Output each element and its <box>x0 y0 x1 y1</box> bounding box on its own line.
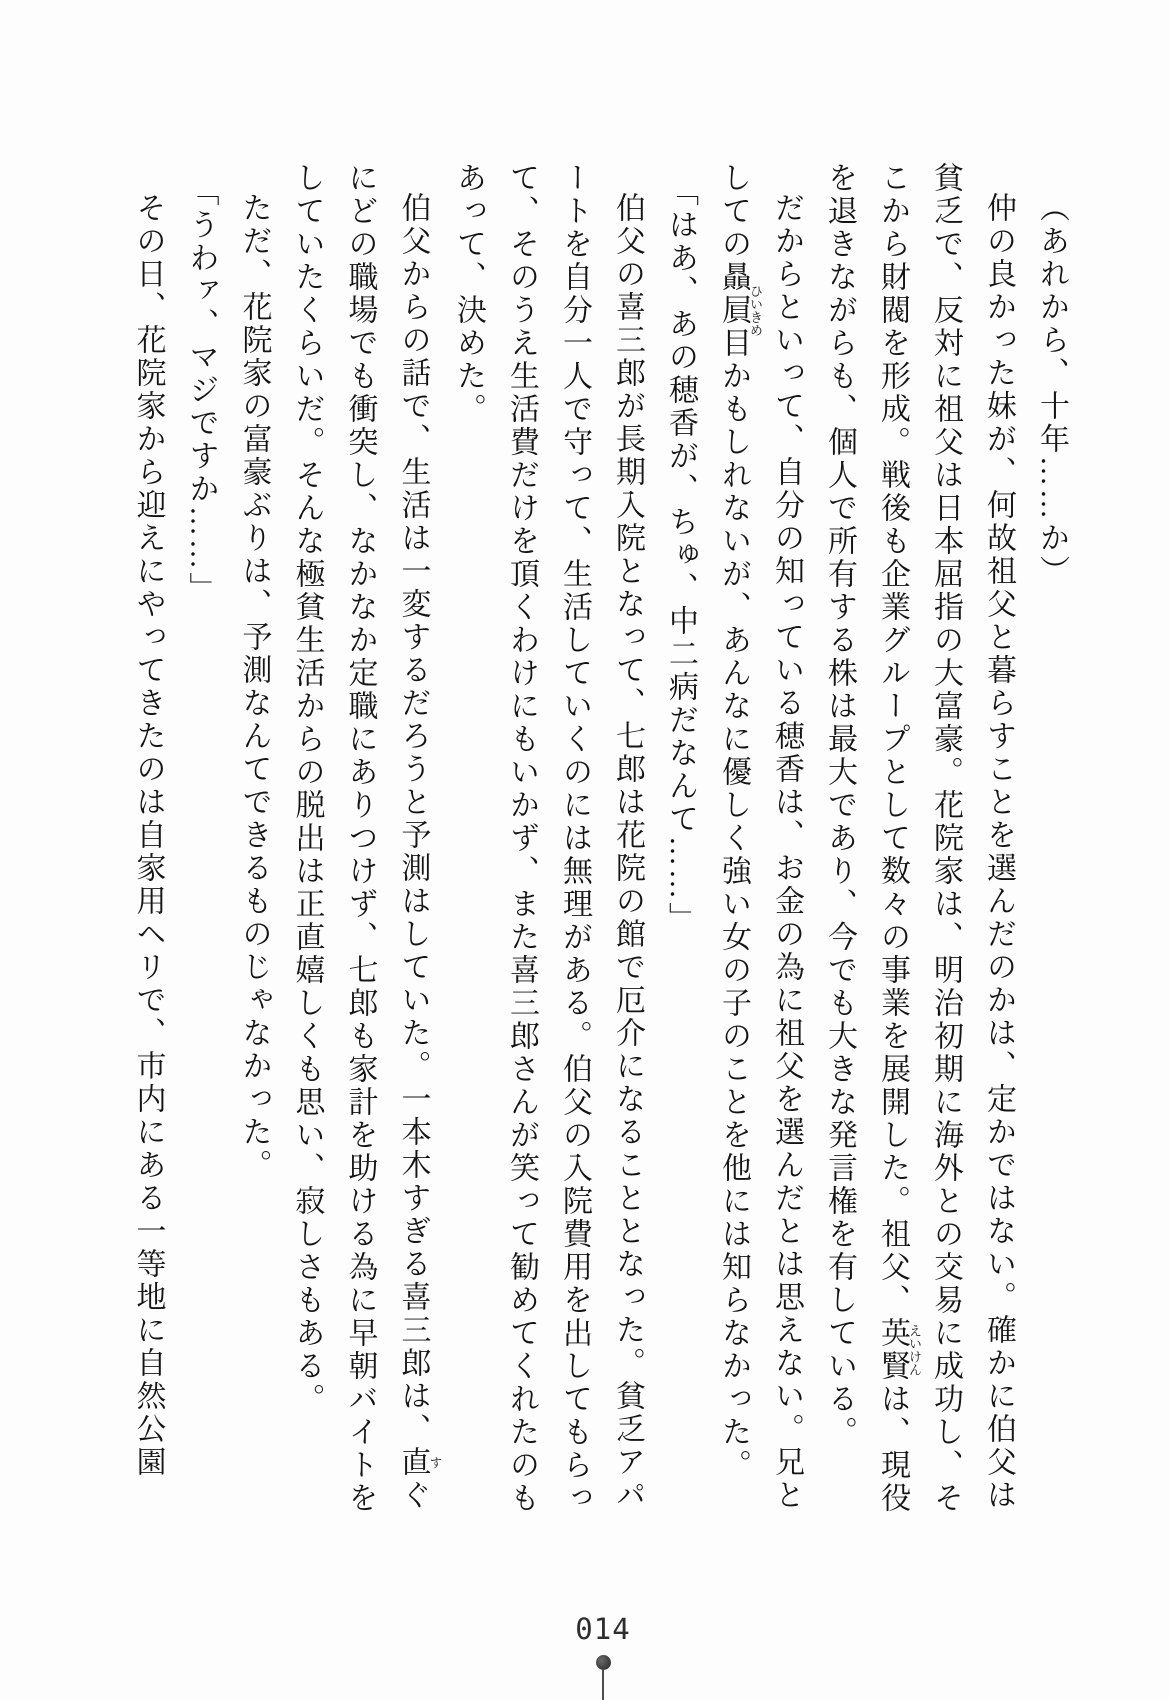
paragraph: ただ、花院家の富豪ぶりは、予測なんてできるものじゃなかった。 <box>237 192 271 1182</box>
paragraph: 「うわァ、マジですか……」 <box>184 175 218 605</box>
paragraph: 伯父の喜三郎が長期入院となって、七郎は花院の館で厄介になることとなった。貧乏アパートを自分一人で守って、生活していくのには無理がある。伯父の入院費用を出してもらって、そのうえ生活費だけを頂くわけにもいかず、また喜三郎さんが笑って勧めてくれたのもあって、決めた。 <box>452 162 644 1515</box>
paragraph: その日、花院家から迎えにやってきたのは自家用ヘリで、市内にある一等地に自然公園 <box>131 192 165 1479</box>
binding-mark-line-icon <box>602 1669 604 1700</box>
paragraph: 伯父からの話で、生活は一変するだろうと予測はしていた。一本木すぎる喜三郎は、直すぐにどの職場でも衝突し、なかなか定職にありつけず、七郎も家計を助ける為に早朝バイトをしていたくらいだ。そんな極貧生活からの脱出は正直嬉しくも思い、寂しさもある。 <box>290 162 443 1515</box>
paragraph: （あれから、十年……か） <box>1035 192 1068 588</box>
binding-mark-dot-icon <box>596 1655 611 1670</box>
text-block <box>122 162 1079 1530</box>
page-number: 014 <box>575 1612 631 1646</box>
paragraph: 仲の良かった妹が、何故祖父と暮らすことを選んだのかは、定かではない。確かに伯父は貧乏で、反対に祖父は日本屈指の大富豪。花院家は、明治初期に海外との交易に成功し、そこから財閥を形成。戦後も企業グループとして数々の事業を展開した。祖父、英賢えいけんは、現役を退きながらも、個人で所有する株は最大であり、今でも大きな発言権を有している。 <box>823 162 1015 1515</box>
paragraph: だからといって、自分の知っている穂香は、お金の為に祖父を選んだとは思えない。兄としての贔屓目ひいきめかもしれないが、あんなに優しく強い女の子のことを他には知らなかった。 <box>717 162 803 1512</box>
paragraph: 「はあ、あの穂香が、ちゅ、中二病だなんて……」 <box>664 175 697 935</box>
